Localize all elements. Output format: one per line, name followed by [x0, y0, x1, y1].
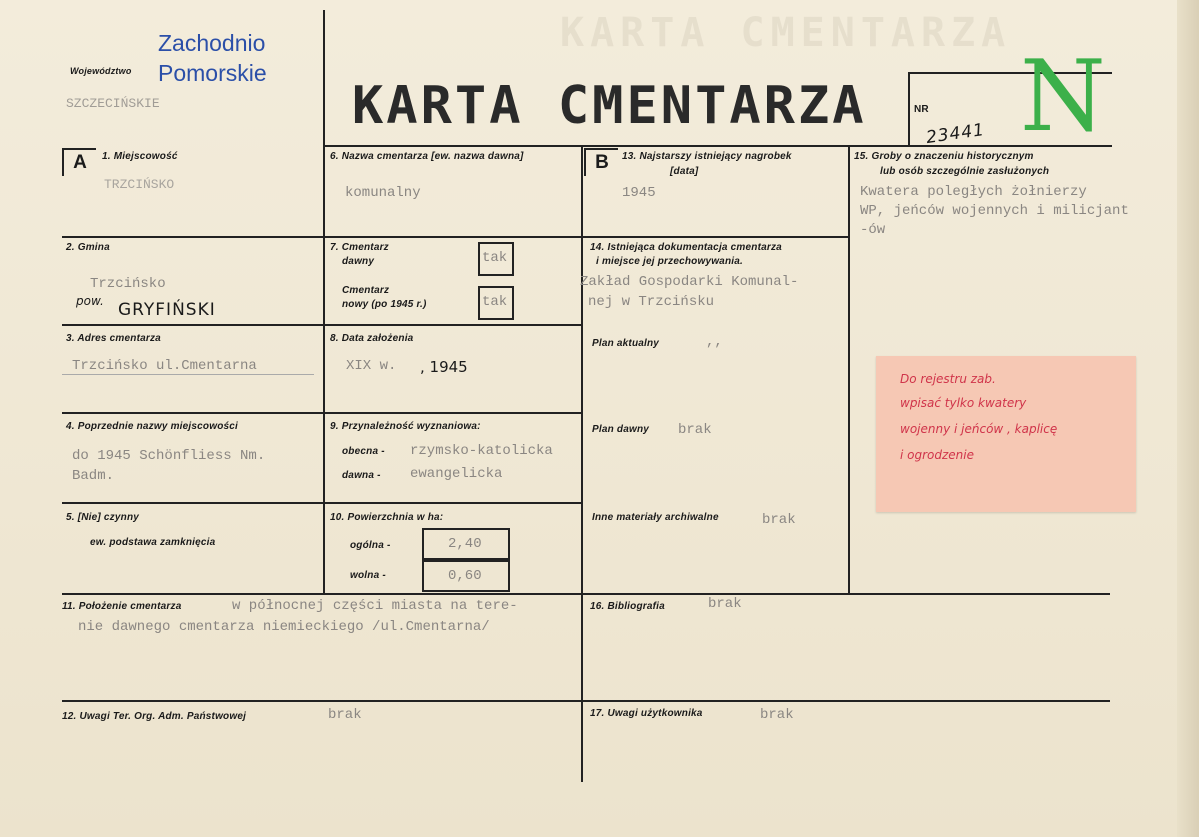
label-polozenie: 11. Położenie cmentarza	[62, 601, 182, 612]
adres-underline	[62, 374, 314, 375]
label-cm-nowy-2: nowy (po 1945 r.)	[342, 299, 427, 310]
label-ogolna: ogólna -	[350, 540, 391, 551]
value-ogolna: 2,40	[448, 536, 482, 552]
value-data-zal-2: , 1945	[420, 358, 468, 376]
value-dokumentacja-1: Zakład Gospodarki Komunal-	[580, 274, 799, 290]
label-cm-nowy: Cmentarz	[342, 285, 390, 296]
stamp-line2: Pomorskie	[158, 60, 267, 86]
cm-nowy-value: tak	[482, 294, 508, 310]
value-dawna: ewangelicka	[410, 466, 503, 482]
wojewodztwo-label: Województwo	[70, 66, 132, 76]
label-adres: 3. Adres cmentarza	[66, 333, 161, 344]
value-groby-3: -ów	[860, 222, 886, 238]
hline-row4	[62, 502, 582, 504]
note-line-4: i ogrodzenie	[900, 448, 975, 462]
label-plan-dawny: Plan dawny	[592, 424, 650, 435]
label-bibliografia: 16. Bibliografia	[590, 601, 665, 612]
label-podstawa: ew. podstawa zamknięcia	[90, 537, 216, 548]
value-poprzednie-2: Badm.	[72, 468, 115, 484]
hline-header	[323, 145, 1112, 147]
value-plan-dawny: brak	[678, 422, 712, 438]
stamp-line1: Zachodnio	[158, 30, 266, 56]
value-adres: Trzcińsko ul.Cmentarna	[72, 358, 257, 374]
label-czynny: 5. [Nie] czynny	[66, 512, 140, 523]
label-miejscowosc: 1. Miejscowość	[102, 151, 178, 162]
label-dokumentacja-2: i miejsce jej przechowywania.	[596, 256, 743, 267]
vline-1	[323, 10, 325, 594]
label-uwagi-uzyt: 17. Uwagi użytkownika	[590, 708, 703, 719]
label-nagrobek: 13. Najstarszy istniejący nagrobek	[622, 151, 792, 162]
label-dawna: dawna -	[342, 470, 381, 481]
section-b-box: B	[584, 148, 618, 176]
label-uwagi-ter: 12. Uwagi Ter. Org. Adm. Państwowej	[62, 711, 247, 722]
value-nazwa: komunalny	[345, 185, 421, 201]
value-wolna: 0,60	[448, 568, 482, 584]
label-nagrobek-data: [data]	[670, 166, 699, 177]
hline-row2	[62, 324, 582, 326]
note-line-1: Do rejestru zab.	[900, 372, 996, 386]
hline-row6	[62, 700, 1110, 702]
old-voivodeship: SZCZECIŃSKIE	[66, 96, 160, 111]
label-groby-2: lub osób szczególnie zasłużonych	[880, 166, 1050, 177]
wolna-box	[422, 560, 510, 592]
section-a-box: A	[62, 148, 96, 176]
hline-row3	[62, 412, 582, 414]
value-miejscowosc: TRZCIŃSKO	[104, 177, 175, 192]
label-przynaleznosc: 9. Przynależność wyznaniowa:	[330, 421, 481, 432]
vline-nr	[908, 72, 910, 145]
value-polozenie-2: nie dawnego cmentarza niemieckiego /ul.Cmentarna/	[78, 619, 490, 635]
label-cm-dawny: 7. Cmentarz	[330, 242, 389, 253]
sticky-note	[876, 356, 1136, 512]
label-plan-aktualny: Plan aktualny	[592, 338, 660, 349]
cm-dawny-value: tak	[482, 250, 508, 266]
label-nazwa: 6. Nazwa cmentarza [ew. nazwa dawna]	[330, 151, 524, 162]
value-data-zal: XIX w.	[346, 358, 397, 374]
pow-value: GRYFIŃSKI	[118, 300, 216, 320]
cm-nowy-box	[478, 286, 514, 320]
cm-dawny-box	[478, 242, 514, 276]
value-polozenie-1: w północnej części miasta na tere-	[232, 598, 518, 614]
value-inne: brak	[762, 512, 796, 528]
value-groby-1: Kwatera poległych żołnierzy	[860, 184, 1087, 200]
ogolna-box	[422, 528, 510, 560]
nr-label: NR	[914, 104, 929, 115]
label-groby: 15. Groby o znaczeniu historycznym	[854, 151, 1034, 162]
vline-2	[581, 145, 583, 782]
note-line-2: wpisać tylko kwatery	[900, 396, 1027, 410]
label-cm-dawny-2: dawny	[342, 256, 375, 267]
value-bibliografia: brak	[708, 596, 742, 612]
hline-row1	[62, 236, 849, 238]
label-inne: Inne materiały archiwalne	[592, 512, 719, 523]
label-dokumentacja: 14. Istniejąca dokumentacja cmentarza	[590, 242, 782, 253]
watermark-title: KARTA CMENTARZA	[560, 10, 1012, 56]
value-poprzednie-1: do 1945 Schönfliess Nm.	[72, 448, 266, 464]
value-dokumentacja-2: nej w Trzcińsku	[588, 294, 715, 310]
value-groby-2: WP, jeńców wojennych i milicjant	[860, 203, 1129, 219]
value-obecna: rzymsko-katolicka	[410, 443, 553, 459]
nr-value: 23441	[924, 119, 987, 149]
letter-mark: N	[1020, 40, 1106, 154]
card-edge	[1177, 0, 1199, 837]
hline-row5	[62, 593, 1110, 595]
label-poprzednie: 4. Poprzednie nazwy miejscowości	[66, 421, 239, 432]
page-title: KARTA CMENTARZA	[352, 76, 867, 136]
label-gmina: 2. Gmina	[66, 242, 110, 253]
note-line-3: wojenny i jeńców , kaplicę	[900, 422, 1058, 436]
value-gmina: Trzcińsko	[90, 276, 166, 292]
value-uwagi-ter: brak	[328, 707, 362, 723]
value-nagrobek: 1945	[622, 185, 656, 201]
label-obecna: obecna -	[342, 446, 385, 457]
value-uwagi-uzyt: brak	[760, 707, 794, 723]
label-data-zal: 8. Data założenia	[330, 333, 414, 344]
pow-label: pow.	[76, 294, 104, 308]
label-powierzchnia: 10. Powierzchnia w ha:	[330, 512, 444, 523]
vline-3	[848, 145, 850, 593]
value-plan-aktualny: ,,	[706, 334, 723, 350]
label-wolna: wolna -	[350, 570, 386, 581]
